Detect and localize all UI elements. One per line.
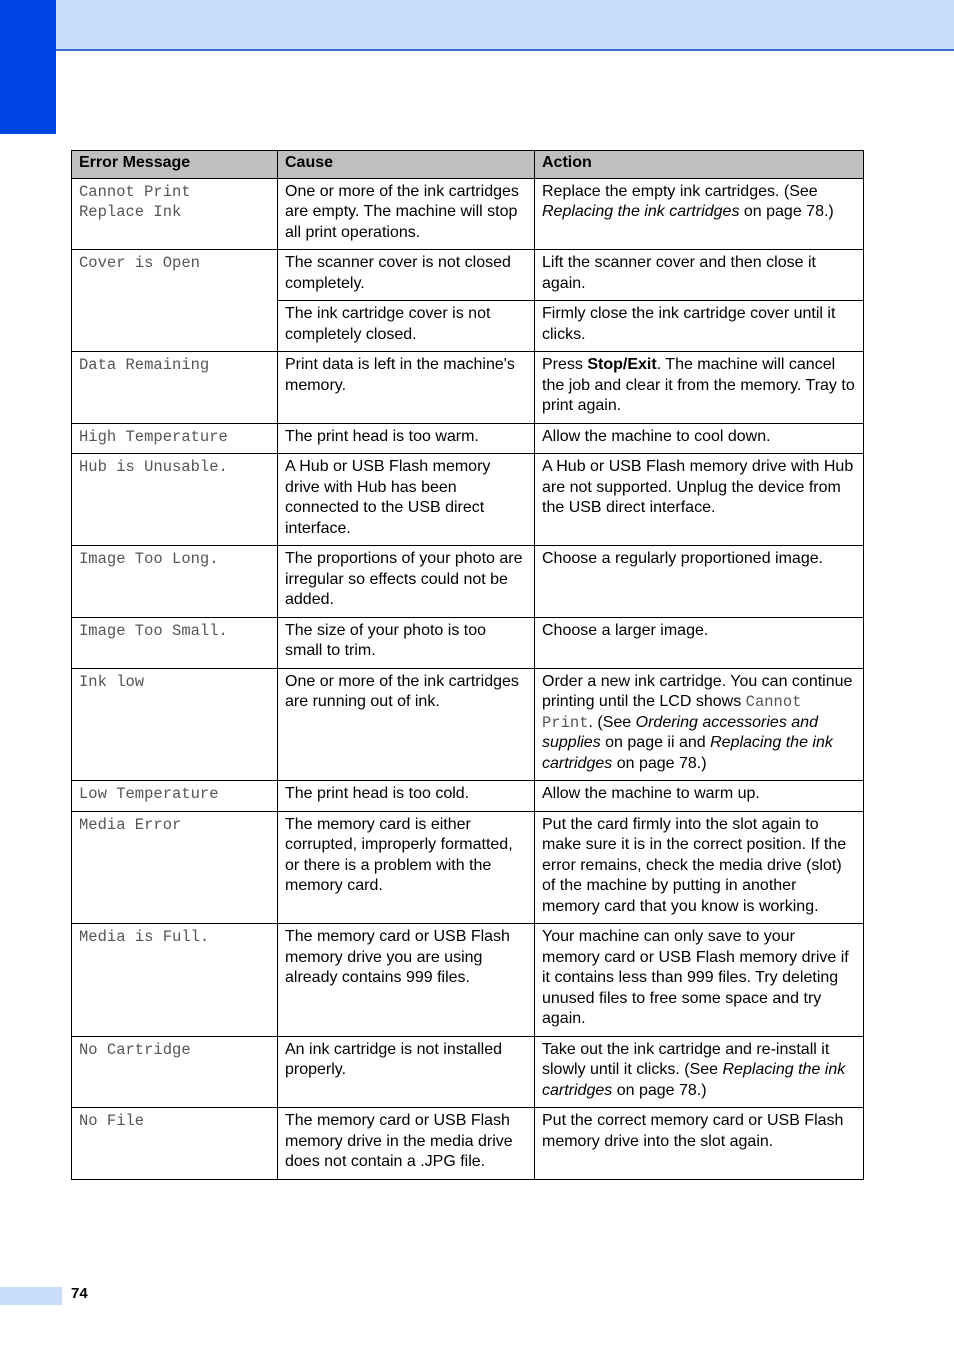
cause-cell: Print data is left in the machine's memory.: [278, 352, 535, 424]
action-cell: [535, 178, 864, 250]
error-message: Image Too Small.: [79, 621, 228, 640]
error-message-table: [71, 150, 864, 1180]
error-message: Media Error: [79, 815, 182, 834]
cause-cell: The print head is too warm.: [278, 423, 535, 454]
action-cell: Put the correct memory card or USB Flash memory drive into the slot again.: [535, 1108, 864, 1180]
header-error-message: Error Message: [72, 151, 278, 179]
cause-cell: The memory card or USB Flash memory drive in the media drive does not contain a .JPG file.: [278, 1108, 535, 1180]
table-row: [72, 811, 864, 924]
header-cause: Cause: [278, 151, 535, 179]
error-message: Media is Full.: [79, 928, 210, 946]
error-message-cell: [72, 1036, 278, 1108]
error-message-cell: [72, 668, 278, 781]
error-message: Cover is Open: [79, 254, 200, 272]
error-message: Image Too Long.: [79, 550, 219, 568]
error-message-cell: [72, 178, 278, 250]
action-text: on page ii and: [600, 734, 711, 751]
error-message-cell: [72, 1108, 278, 1180]
error-message-cell: [72, 924, 278, 1037]
error-message-cell: [72, 454, 278, 546]
error-message: Data Remaining: [79, 356, 210, 374]
table-row: [72, 423, 864, 454]
page-number-tab: [0, 1287, 62, 1305]
table-row: [72, 781, 864, 812]
cause-cell: The memory card or USB Flash memory drive you are using already contains 999 files.: [278, 924, 535, 1037]
table-row: [72, 352, 864, 424]
stop-exit-key-label: Stop/Exit: [587, 356, 657, 373]
table-row: [72, 617, 864, 668]
action-text: on page 78.): [612, 1081, 707, 1099]
cause-cell: The proportions of your photo are irregular so effects could not be added.: [278, 546, 535, 618]
action-text: Order a new ink cartridge. You can continue printing until the LCD shows: [542, 672, 853, 710]
action-cell: Choose a regularly proportioned image.: [535, 546, 864, 618]
action-cell: Allow the machine to cool down.: [535, 423, 864, 454]
cross-reference: Ordering accessories and supplies: [542, 713, 818, 751]
cross-reference: Replacing the ink cartridges: [542, 1061, 846, 1099]
action-text: on page 78.): [612, 754, 707, 772]
error-message: Hub is Unusable.: [79, 458, 228, 476]
action-text: . The machine will cancel the job and clear it from the memory. Tray to print again.: [542, 356, 855, 414]
action-text: Take out the ink cartridge and re-install it slowly until it clicks. (See: [542, 1040, 830, 1078]
error-message-cell: [72, 811, 278, 924]
table-row: [72, 454, 864, 546]
action-cell: Allow the machine to warm up.: [535, 781, 864, 812]
table-row: [72, 924, 864, 1037]
action-cell: Put the card firmly into the slot again to make sure it is in the correct position. If the error remains, check the media drive (slot) of the machine by putting in another memory card that you know is working.: [535, 811, 864, 924]
chapter-side-tab: [0, 0, 56, 134]
action-cell: [535, 1036, 864, 1108]
error-message-cell: [72, 781, 278, 812]
cause-cell: One or more of the ink cartridges are empty. The machine will stop all print operations.: [278, 178, 535, 250]
cross-reference: Replacing the ink cartridges: [542, 203, 740, 220]
cause-cell: The size of your photo is too small to trim.: [278, 617, 535, 668]
header-action: Action: [535, 151, 864, 179]
action-cell: Lift the scanner cover and then close it again.: [535, 250, 864, 301]
cause-cell: The memory card is either corrupted, improperly formatted, or there is a problem with the memory card.: [278, 811, 535, 924]
page-number: 74: [71, 1285, 88, 1302]
error-message: No Cartridge: [79, 1040, 191, 1059]
cause-cell: The scanner cover is not closed completely.: [278, 250, 535, 301]
table-row: [72, 546, 864, 618]
error-message-cell: [72, 617, 278, 668]
error-message: Cannot Print Replace Ink: [79, 182, 191, 221]
cause-cell: One or more of the ink cartridges are running out of ink.: [278, 668, 535, 781]
error-message: Low Temperature: [79, 785, 219, 803]
error-message-cell: [72, 423, 278, 454]
cause-cell: The print head is too cold.: [278, 781, 535, 812]
table-row: [72, 668, 864, 781]
action-cell: [535, 352, 864, 424]
cause-cell: An ink cartridge is not installed properly.: [278, 1036, 535, 1108]
error-message-cell: [72, 546, 278, 618]
action-text: Replace the empty ink cartridges. (See: [542, 182, 818, 200]
action-cell: Choose a larger image.: [535, 617, 864, 668]
lcd-message: Cannot Print: [542, 693, 802, 732]
action-text: . (See: [588, 713, 636, 731]
action-cell: Your machine can only save to your memory card or USB Flash memory drive if it contains less than 999 files. Try deleting unused files to free some space and try again.: [535, 924, 864, 1037]
action-cell: Firmly close the ink cartridge cover until it clicks.: [535, 301, 864, 352]
table-row: [72, 178, 864, 250]
error-message-cell: [72, 352, 278, 424]
table-row: [72, 1108, 864, 1180]
cause-cell: A Hub or USB Flash memory drive with Hub has been connected to the USB direct interface.: [278, 454, 535, 546]
error-message: High Temperature: [79, 427, 228, 446]
header-band: [0, 0, 954, 51]
table-header-row: [72, 151, 864, 179]
table-row: [72, 1036, 864, 1108]
cause-cell: The ink cartridge cover is not completely closed.: [278, 301, 535, 352]
table-row: [72, 250, 864, 301]
action-text: on page 78.): [739, 203, 834, 220]
error-message: Ink low: [79, 672, 145, 691]
error-message: No File: [79, 1112, 145, 1130]
action-cell: A Hub or USB Flash memory drive with Hub are not supported. Unplug the device from the USB direct interface.: [535, 454, 864, 546]
action-cell: [535, 668, 864, 781]
cross-reference: Replacing the ink cartridges: [542, 734, 833, 772]
action-text: Press: [542, 356, 588, 373]
error-message-cell: [72, 250, 278, 352]
